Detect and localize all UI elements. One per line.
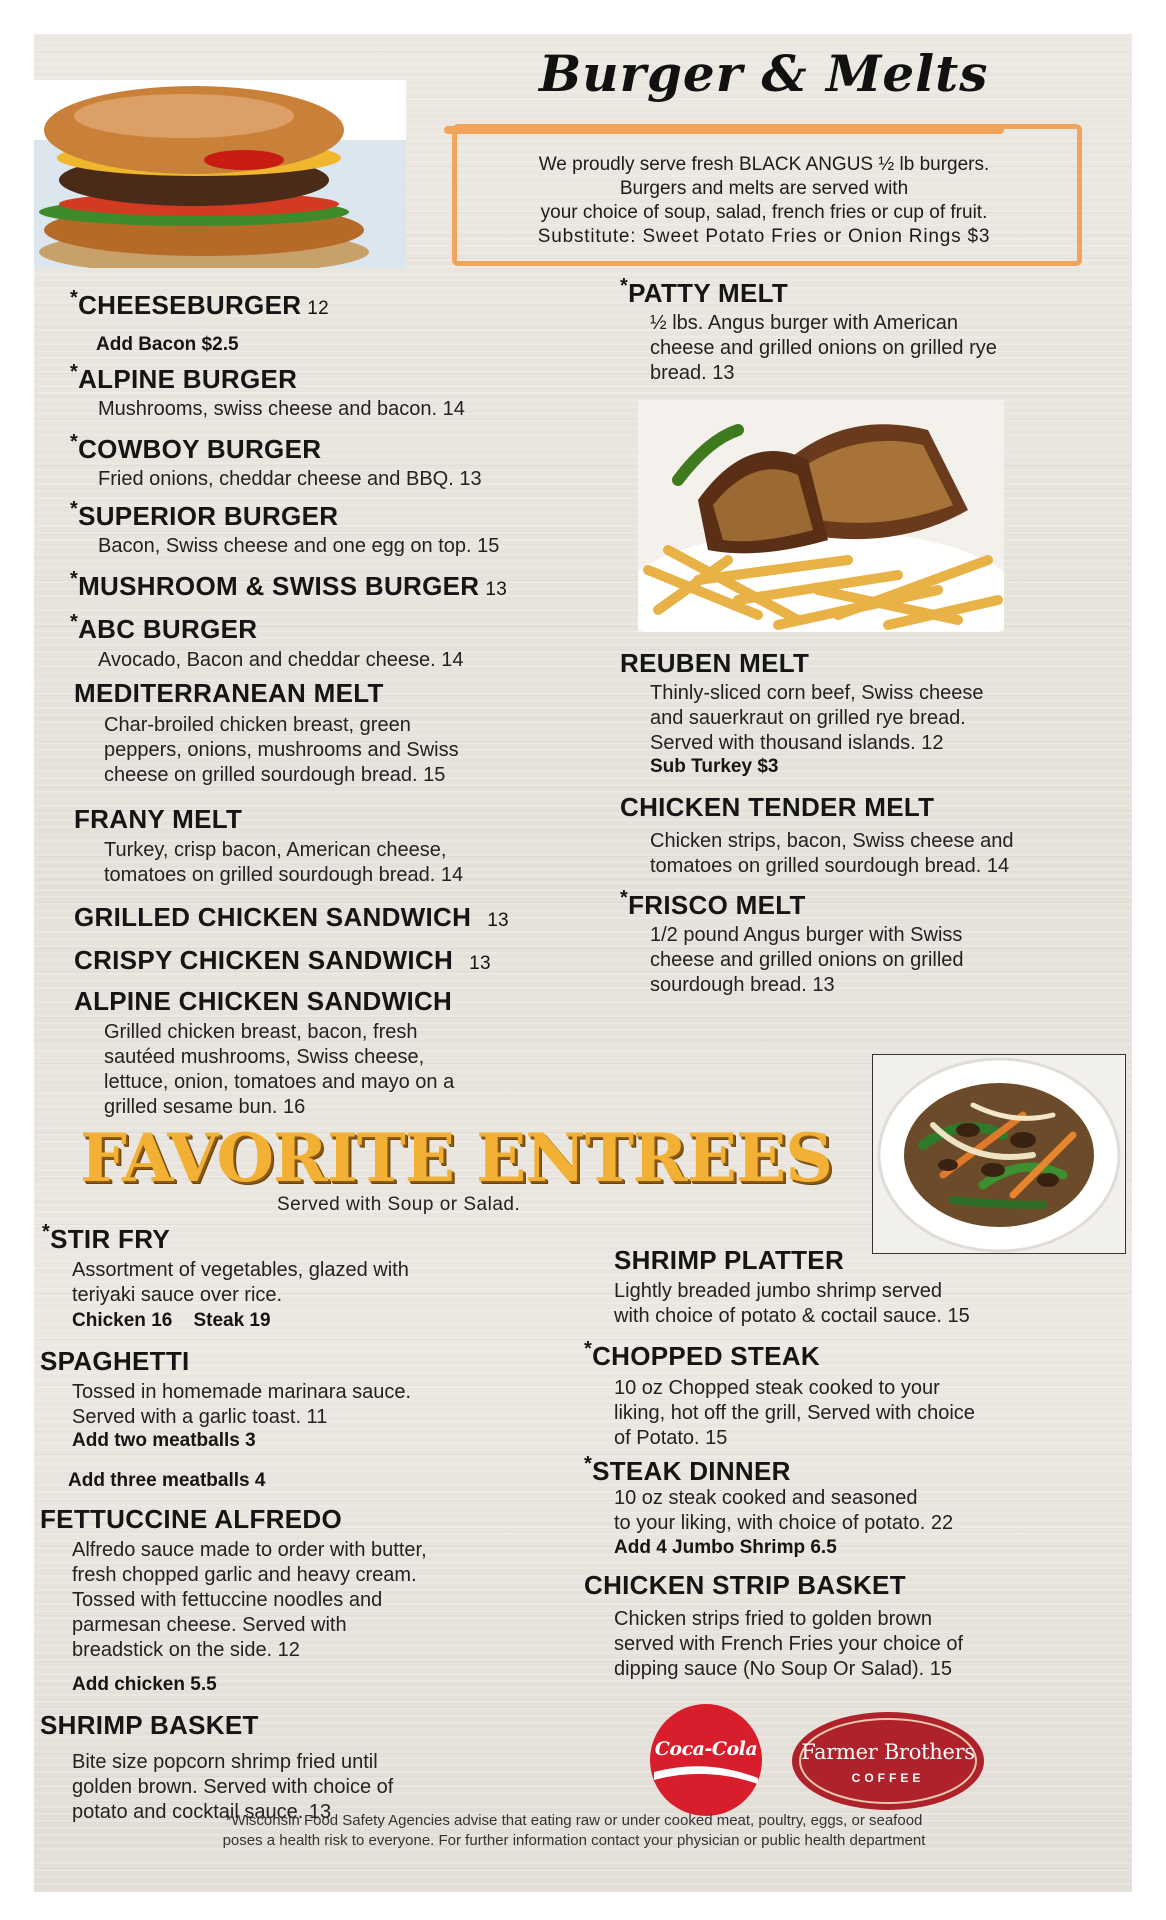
item-description: fresh chopped garlic and heavy cream. (72, 1564, 417, 1586)
item-description: cheese and grilled onions on grilled rye (650, 337, 997, 359)
menu-item-chicken-tender-melt: CHICKEN TENDER MELT (620, 792, 935, 822)
item-description: Bacon, Swiss cheese and one egg on top. 15 (98, 535, 500, 557)
menu-item-alpine-chicken-sandwich: ALPINE CHICKEN SANDWICH (74, 986, 453, 1016)
item-description: Mushrooms, swiss cheese and bacon. 14 (98, 398, 465, 420)
item-description: dipping sauce (No Soup Or Salad). 15 (614, 1658, 952, 1680)
item-description: 10 oz Chopped steak cooked to your (614, 1377, 940, 1399)
item-description: lettuce, onion, tomatoes and mayo on a (104, 1071, 455, 1093)
item-description: teriyaki sauce over rice. (72, 1284, 283, 1306)
item-description: Grilled chicken breast, bacon, fresh (104, 1021, 418, 1043)
food-safety-disclaimer: poses a health risk to everyone. For further information contact your physician or public health department (222, 1832, 926, 1849)
item-description: Chicken strips, bacon, Swiss cheese and (650, 830, 1014, 852)
farmer-brothers-logo (790, 1710, 986, 1812)
menu-item-abc-burger: *ABC BURGER (70, 611, 258, 644)
farmer-brothers-coffee: COFFEE (851, 1771, 925, 1785)
item-description: liking, hot off the grill, Served with choice (614, 1402, 975, 1424)
item-description: Chicken strips fried to golden brown (614, 1608, 932, 1630)
item-description: to your liking, with choice of potato. 22 (614, 1512, 954, 1534)
menu-item-shrimp-basket: SHRIMP BASKET (40, 1710, 259, 1740)
menu-item-reuben-melt: REUBEN MELT (620, 648, 810, 678)
intro-line: Burgers and melts are served with (619, 178, 909, 199)
item-description: Char-broiled chicken breast, green (104, 714, 411, 736)
addon-sub-turkey: Sub Turkey $3 (650, 756, 779, 777)
addon-three-meatballs: Add three meatballs 4 (68, 1470, 266, 1491)
menu-item-mediterranean-melt: MEDITERRANEAN MELT (74, 678, 384, 708)
item-description: bread. 13 (650, 362, 735, 384)
menu-item-cheeseburger: *CHEESEBURGER 12 (70, 287, 330, 320)
item-description: potato and cocktail sauce. 13 (72, 1801, 332, 1823)
item-description: Turkey, crisp bacon, American cheese, (104, 839, 447, 861)
item-description: breadstick on the side. 12 (72, 1639, 300, 1661)
item-description: with choice of potato & coctail sauce. 15 (614, 1305, 970, 1327)
item-description: Fried onions, cheddar cheese and BBQ. 13 (98, 468, 482, 490)
item-description: sautéed mushrooms, Swiss cheese, (104, 1046, 425, 1068)
intro-accent-bar (444, 126, 1004, 134)
section-title-entrees: FAVORITE ENTREES (80, 1119, 832, 1197)
item-description: served with French Fries your choice of (614, 1633, 964, 1655)
burger-photo (34, 80, 406, 268)
item-description: Served with thousand islands. 12 (650, 732, 944, 754)
menu-item-shrimp-platter: SHRIMP PLATTER (614, 1245, 845, 1275)
item-description: Served with a garlic toast. 11 (72, 1406, 328, 1428)
menu-item-superior-burger: *SUPERIOR BURGER (70, 498, 339, 531)
item-description: of Potato. 15 (614, 1427, 728, 1449)
section-title-burgers: Burger & Melts (539, 44, 989, 103)
item-description: 1/2 pound Angus burger with Swiss (650, 924, 963, 946)
intro-line: Substitute: Sweet Potato Fries or Onion Rings $3 (537, 226, 991, 247)
item-description: Avocado, Bacon and cheddar cheese. 14 (98, 649, 464, 671)
menu-item-cowboy-burger: *COWBOY BURGER (70, 431, 322, 464)
menu-item-crispy-chicken-sandwich: CRISPY CHICKEN SANDWICH 13 (74, 945, 491, 975)
addon-chicken: Add chicken 5.5 (72, 1674, 217, 1695)
menu-item-frisco-melt: *FRISCO MELT (620, 887, 806, 920)
menu-item-mushroom-swiss-burger: *MUSHROOM & SWISS BURGER 13 (70, 568, 508, 601)
stir-fry-photo (872, 1054, 1126, 1254)
item-description: sourdough bread. 13 (650, 974, 835, 996)
item-description: Tossed with fettuccine noodles and (72, 1589, 383, 1611)
item-description: peppers, onions, mushrooms and Swiss (104, 739, 459, 761)
addon-jumbo-shrimp: Add 4 Jumbo Shrimp 6.5 (614, 1537, 837, 1558)
menu-item-frany-melt: FRANY MELT (74, 804, 243, 834)
entrees-subtitle: Served with Soup or Salad. (277, 1194, 521, 1215)
item-description: and sauerkraut on grilled rye bread. (650, 707, 966, 729)
item-description: Bite size popcorn shrimp fried until (72, 1751, 378, 1773)
item-description: cheese on grilled sourdough bread. 15 (104, 764, 446, 786)
coca-cola-wordmark: Coca-Cola (654, 1738, 758, 1760)
addon-bacon: Add Bacon $2.5 (96, 334, 239, 355)
menu-page (34, 34, 1132, 1892)
item-description: Lightly breaded jumbo shrimp served (614, 1280, 942, 1302)
menu-item-spaghetti: SPAGHETTI (40, 1346, 190, 1376)
item-description: cheese and grilled onions on grilled (650, 949, 964, 971)
intro-line: We proudly serve fresh BLACK ANGUS ½ lb burgers. (538, 154, 990, 175)
item-description: Tossed in homemade marinara sauce. (72, 1381, 412, 1403)
menu-item-patty-melt: *PATTY MELT (620, 275, 789, 308)
farmer-brothers-name: Farmer Brothers (801, 1740, 975, 1764)
item-description: golden brown. Served with choice of (72, 1776, 394, 1798)
item-description: ½ lbs. Angus burger with American (650, 312, 958, 334)
menu-item-stir-fry: *STIR FRY (42, 1221, 170, 1254)
menu-item-fettuccine-alfredo: FETTUCCINE ALFREDO (40, 1504, 342, 1534)
stir-fry-options: Chicken 16 Steak 19 (72, 1310, 271, 1331)
item-description: parmesan cheese. Served with (72, 1614, 347, 1636)
patty-melt-photo (638, 400, 1004, 632)
intro-line: your choice of soup, salad, french fries or cup of fruit. (540, 202, 988, 223)
coca-cola-logo (648, 1702, 764, 1818)
item-description: Alfredo sauce made to order with butter, (72, 1539, 427, 1561)
item-description: Assortment of vegetables, glazed with (72, 1259, 409, 1281)
item-description: tomatoes on grilled sourdough bread. 14 (104, 864, 464, 886)
menu-item-alpine-burger: *ALPINE BURGER (70, 361, 298, 394)
menu-item-chicken-strip-basket: CHICKEN STRIP BASKET (584, 1570, 906, 1600)
item-description: tomatoes on grilled sourdough bread. 14 (650, 855, 1010, 877)
item-description: 10 oz steak cooked and seasoned (614, 1487, 918, 1509)
food-safety-disclaimer: *Wisconsin Food Safety Agencies advise that eating raw or under cooked meat, poultry, eggs, or seafood (225, 1812, 923, 1829)
addon-two-meatballs: Add two meatballs 3 (72, 1430, 256, 1451)
item-description: Thinly-sliced corn beef, Swiss cheese (650, 682, 984, 704)
menu-item-steak-dinner: *STEAK DINNER (584, 1453, 791, 1486)
menu-item-grilled-chicken-sandwich: GRILLED CHICKEN SANDWICH 13 (74, 902, 509, 932)
menu-item-chopped-steak: *CHOPPED STEAK (584, 1338, 820, 1371)
item-description: grilled sesame bun. 16 (104, 1096, 306, 1118)
